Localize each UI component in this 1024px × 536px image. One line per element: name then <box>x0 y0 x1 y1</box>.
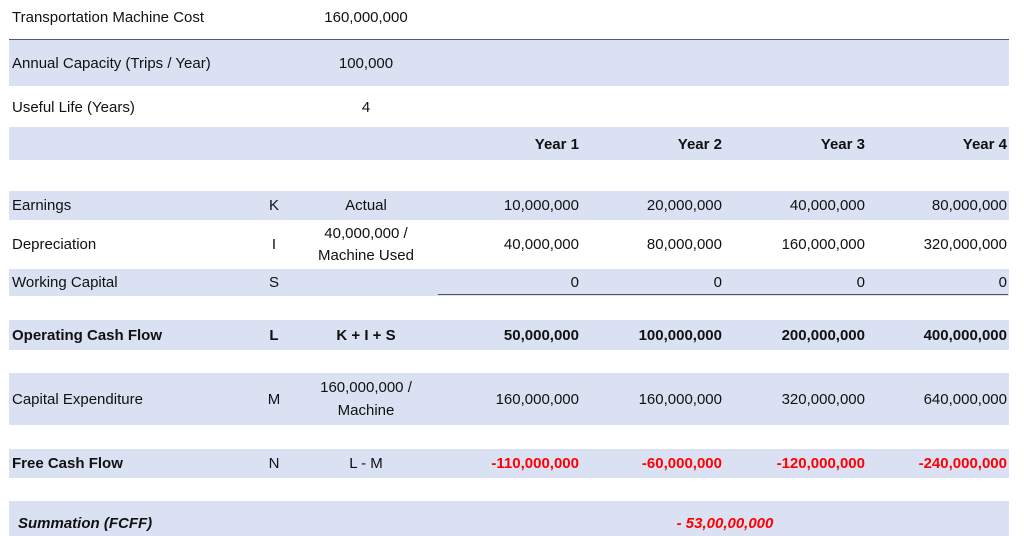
working-capital-year-2: 0 <box>713 274 722 291</box>
divider-top <box>9 39 1009 40</box>
useful-life-label: Useful Life (Years) <box>12 99 135 116</box>
earnings-year-2: 20,000,000 <box>646 197 722 214</box>
operating-cash-flow-year-2: 100,000,000 <box>638 327 722 344</box>
earnings-code: K <box>268 197 279 214</box>
capital-expenditure-formula-line-2: Machine <box>337 402 395 419</box>
useful-life-value: 4 <box>361 99 371 116</box>
depreciation-year-2: 80,000,000 <box>646 236 722 253</box>
operating-cash-flow-code: L <box>269 327 279 344</box>
operating-cash-flow-label: Operating Cash Flow <box>12 327 163 344</box>
depreciation-year-3: 160,000,000 <box>781 236 865 253</box>
free-cash-flow-formula: L - M <box>349 455 383 472</box>
summation-label: Summation (FCFF) <box>18 515 153 532</box>
depreciation-formula-line-1: 40,000,000 / <box>324 225 408 242</box>
earnings-year-1: 10,000,000 <box>503 197 579 214</box>
earnings-label: Earnings <box>12 197 72 214</box>
depreciation-year-1: 40,000,000 <box>503 236 579 253</box>
capital-expenditure-year-3: 320,000,000 <box>781 391 865 408</box>
free-cash-flow-year-1: -110,000,000 <box>491 455 579 472</box>
capital-expenditure-formula-line-1: 160,000,000 / <box>320 379 412 396</box>
machine-cost-value: 160,000,000 <box>324 9 408 26</box>
working-capital-label: Working Capital <box>12 274 118 291</box>
depreciation-year-4: 320,000,000 <box>923 236 1007 253</box>
working-capital-year-3: 0 <box>856 274 865 291</box>
summation-value: - 53,00,00,000 <box>676 515 774 532</box>
band-summation <box>9 501 1009 536</box>
depreciation-code: I <box>271 236 277 253</box>
free-cash-flow-year-4: -240,000,000 <box>918 455 1007 472</box>
operating-cash-flow-year-1: 50,000,000 <box>503 327 579 344</box>
working-capital-year-4: 0 <box>998 274 1007 291</box>
capacity-value: 100,000 <box>338 55 394 72</box>
capital-expenditure-year-1: 160,000,000 <box>495 391 579 408</box>
capital-expenditure-year-4: 640,000,000 <box>923 391 1007 408</box>
capital-expenditure-label: Capital Expenditure <box>12 391 143 408</box>
capacity-label: Annual Capacity (Trips / Year) <box>12 55 211 72</box>
earnings-year-4: 80,000,000 <box>931 197 1007 214</box>
year-header-3: Year 3 <box>820 136 865 153</box>
free-cash-flow-label: Free Cash Flow <box>12 455 123 472</box>
capital-expenditure-code: M <box>267 391 281 408</box>
free-cash-flow-year-2: -60,000,000 <box>641 455 722 472</box>
free-cash-flow-year-3: -120,000,000 <box>776 455 865 472</box>
operating-cash-flow-year-4: 400,000,000 <box>923 327 1007 344</box>
operating-cash-flow-formula: K + I + S <box>336 327 396 344</box>
free-cash-flow-code: N <box>268 455 280 472</box>
operating-cash-flow-year-3: 200,000,000 <box>781 327 865 344</box>
working-capital-code: S <box>268 274 279 291</box>
earnings-year-3: 40,000,000 <box>789 197 865 214</box>
machine-cost-label: Transportation Machine Cost <box>12 9 205 26</box>
working-capital-year-1: 0 <box>570 274 579 291</box>
depreciation-label: Depreciation <box>12 236 97 253</box>
depreciation-formula-line-2: Machine Used <box>318 247 414 264</box>
year-header-2: Year 2 <box>677 136 722 153</box>
earnings-formula: Actual <box>345 197 387 214</box>
year-header-4: Year 4 <box>962 136 1007 153</box>
year-header-1: Year 1 <box>534 136 579 153</box>
capital-expenditure-year-2: 160,000,000 <box>638 391 722 408</box>
divider-working-capital <box>438 294 1008 295</box>
